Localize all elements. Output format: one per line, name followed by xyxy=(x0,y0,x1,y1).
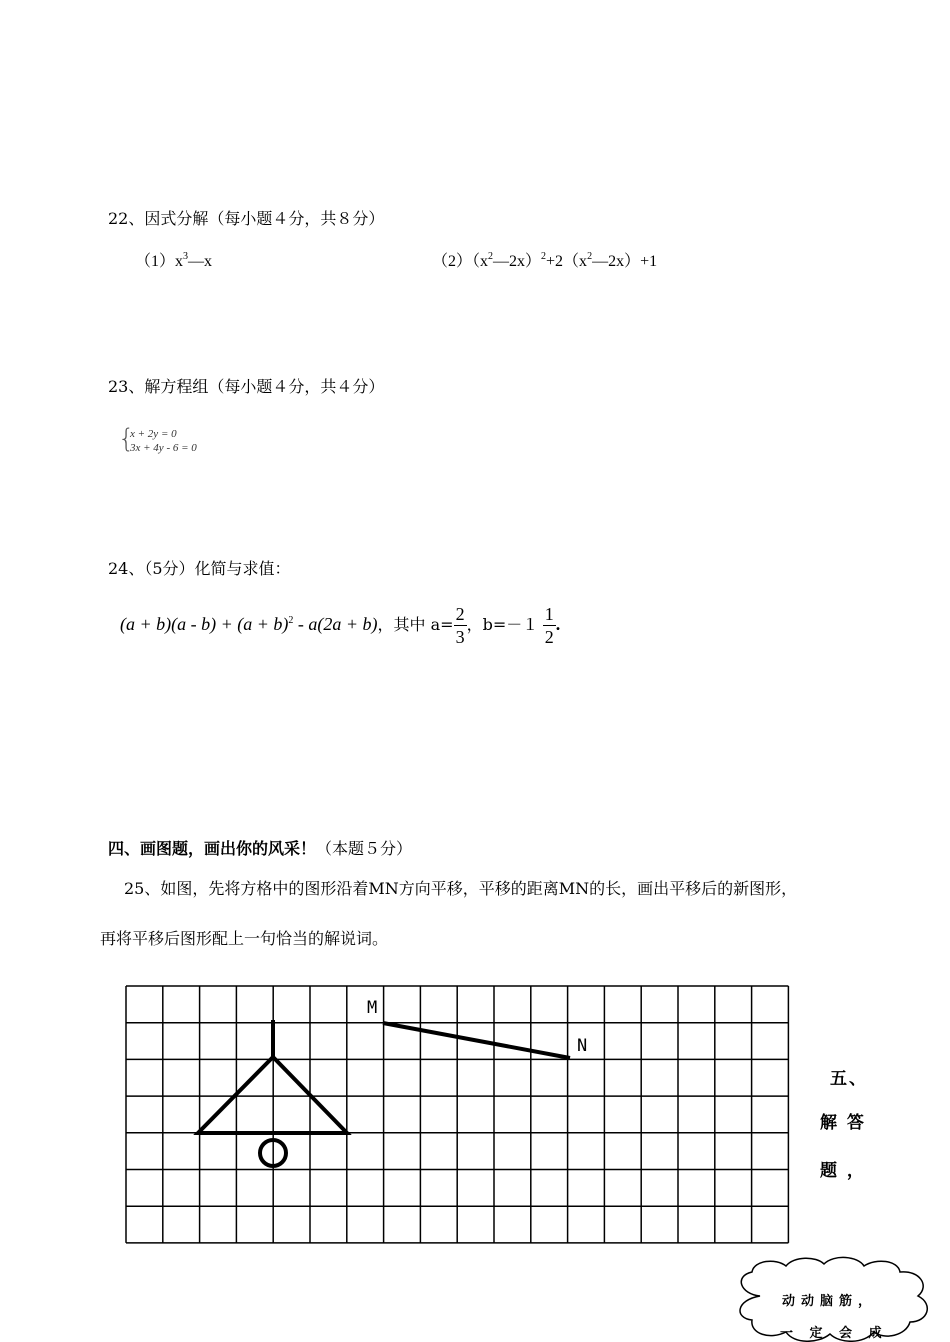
section5-line2: 解 答 xyxy=(820,1113,866,1133)
fraction-b: $\frac{1}{2}$ xyxy=(544,604,554,648)
q25-line1: 25、如图，先将方格中的图形沿着MN方向平移，平移的距离MN的长，画出平移后的新图形， xyxy=(124,879,798,898)
label-n: N xyxy=(577,1036,588,1056)
cloud-line1: 动动脑筋， xyxy=(782,1294,878,1309)
q22-part1: $(1)x^3—x$ xyxy=(135,251,213,270)
mn-segment xyxy=(383,1023,570,1058)
q24-title: 24、（5分）化简与求值： xyxy=(108,559,291,578)
q23-title: 23、解方程组（每小题４分，共４分） xyxy=(108,377,385,396)
section5-line1: 五、 xyxy=(830,1069,868,1089)
section5-line3: 题 ， xyxy=(820,1161,866,1181)
q24-expression: $(a + b)(a - b) + (a + b)^2 - a(2a + b)$，其中 a= $\frac{2}{3}$ ，b=－１ $\frac{1}{2}$ . xyxy=(120,604,561,648)
grid-lines xyxy=(126,986,788,1243)
brace-icon: { xyxy=(118,424,135,454)
section4-heading: 四、画图题，画出你的风采！（本题５分） xyxy=(108,839,413,858)
label-m: M xyxy=(367,998,378,1018)
q22-part2: $(2)(x^2—2x)^2+2(x^2—2x)+1$ xyxy=(432,251,658,270)
q25-line2: 再将平移后图形配上一句恰当的解说词。 xyxy=(100,929,389,948)
cloud-line2: 一 定 会 成 xyxy=(780,1326,888,1341)
q22-title: 22、因式分解（每小题４分，共８分） xyxy=(108,209,385,228)
equation-2: 3x + 4y - 6 = 0 xyxy=(130,442,197,454)
fraction-a: $\frac{2}{3}$ xyxy=(455,604,465,648)
equation-1: x + 2y = 0 xyxy=(130,428,177,440)
